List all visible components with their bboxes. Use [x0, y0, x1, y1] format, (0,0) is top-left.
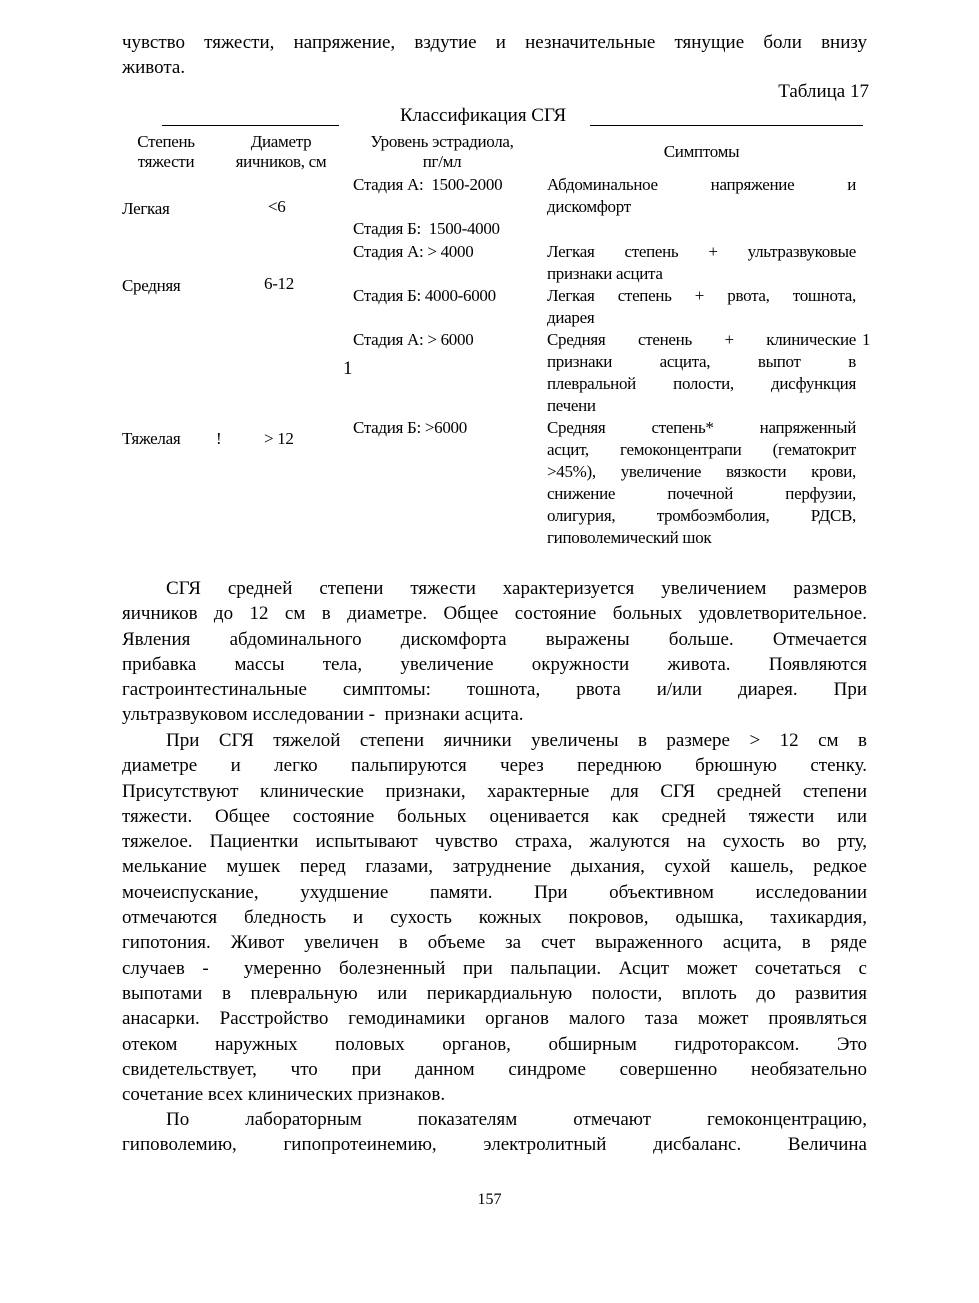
header-estradiol [352, 132, 532, 172]
title-rule-left [162, 125, 339, 126]
paragraph-lab-findings [122, 1107, 867, 1158]
text-line: отмечаются бледность и сухость кожных покровов, одышка, тахикардия, [122, 907, 867, 929]
text-line: выпотами в плевральную или перикардиальную полости, вплоть до развития [122, 982, 867, 1004]
row-mild-stage-b: Стадия Б: 1500-4000 [353, 219, 500, 238]
paragraph-severe-ohss [122, 728, 867, 1107]
row-severe-symptoms-a [547, 329, 856, 417]
text-line-content: СГЯ средней степени тяжести характеризуется увеличением размеров [166, 578, 867, 599]
text-line: сочетание всех клинических признаков. [122, 1084, 446, 1106]
text-line: яичников до 12 см в диаметре. Общее состояние больных удовлетворительное. [122, 603, 867, 625]
row-severe-diameter: > 12 [264, 429, 294, 448]
text-line: гастроинтестинальные симптомы: тошнота, рвота и/или диарея. При [122, 679, 867, 701]
symptom-line: Абдоминальное напряжение и [547, 175, 856, 194]
symptom-line: признаки асцита, выпот в [547, 352, 856, 371]
text-line-content: По лабораторным показателям отмечают гемоконцентрацию, [166, 1109, 867, 1130]
symptom-line: асцит, гемоконцентрапи (гематокрит [547, 440, 856, 459]
symptom-line: гиповолемический шок [547, 528, 712, 547]
symptom-line: дискомфорт [547, 197, 631, 216]
text-line: тяжести. Общее состояние больных оценивается как средней тяжести или [122, 805, 867, 827]
text-line: прибавка массы тела, увеличение окружности живота. Появляются [122, 653, 867, 675]
row-moderate-symptoms-b [547, 285, 856, 329]
row-severe-severity: Тяжелая [122, 429, 181, 448]
text-line: диаметре и легко пальпируются через переднюю брюшную стенку. [122, 755, 867, 777]
row-severe-stage-a: Стадия А: > 6000 [353, 330, 474, 349]
row-moderate-severity: Средняя [122, 276, 181, 295]
text-line: гипотония. Живот увеличен в объеме за счет выраженного асцита, в ряде [122, 932, 867, 954]
text-line: свидетельствует, что при данном синдроме совершенно необязательно [122, 1058, 867, 1080]
page-number: 157 [477, 1191, 502, 1208]
row-severe-marker: ! [216, 429, 222, 448]
text-line: чувство тяжести, напряжение, вздутие и незначительные тянущие боли внизу [122, 32, 867, 53]
text-line: мелькание мушек перед глазами, затруднение дыхания, сухой кашель, редкое [122, 856, 867, 878]
symptom-line: Средняя степень* напряженный [547, 418, 856, 437]
row-severe-margin-mark: 1 [862, 330, 871, 349]
row-mild-stage-a: Стадия А: 1500-2000 [353, 175, 503, 194]
symptom-line: Легкая степень + рвота, тошнота, [547, 286, 856, 305]
row-mild-severity: Легкая [122, 199, 170, 218]
symptom-line: печени [547, 396, 596, 415]
table-number: Таблица 17 [778, 81, 869, 102]
text-line: случаев - умеренно болезненный при пальпации. Асцит может сочетаться с [122, 957, 867, 979]
header-line: Степень [137, 132, 195, 151]
text-line: анасарки. Расстройство гемодинамики органов малого таза может проявляться [122, 1008, 867, 1030]
header-line: Уровень эстрадиола, [370, 132, 514, 151]
row-moderate-diameter: 6-12 [264, 274, 294, 293]
text-line: Присутствуют клинические признаки, характерные для СГЯ средней степени [122, 780, 867, 802]
symptom-line: плевральной полости, дисфункция [547, 374, 856, 393]
text-line: мочеиспускание, ухудшение памяти. При объективном исследовании [122, 881, 867, 903]
text-line [122, 576, 867, 601]
row-severe-symptoms-b [547, 417, 856, 549]
row-mild-symptoms [547, 174, 856, 218]
text-line: Явления абдоминального дискомфорта выражены больше. Отмечается [122, 628, 867, 650]
title-rule-right [590, 125, 863, 126]
header-severity [120, 132, 212, 172]
header-line: тяжести [137, 152, 195, 171]
symptom-line: диарея [547, 308, 595, 327]
symptom-line: Легкая степень + ультразвуковые [547, 242, 856, 261]
symptom-line: признаки асцита [547, 264, 663, 283]
symptom-line: олигурия, тромбоэмболия, РДСВ, [547, 506, 856, 525]
paragraph-moderate-ohss [122, 576, 867, 728]
header-diameter [222, 132, 340, 172]
header-line: яичников, см [235, 152, 327, 171]
text-line: живота. [122, 57, 186, 79]
row-severe-stage-b: Стадия Б: >6000 [353, 418, 467, 437]
intro-paragraph [122, 30, 867, 81]
table-title: Классификация СГЯ [400, 105, 567, 126]
symptom-line: Средняя стенень + клинические [547, 330, 856, 349]
row-mild-diameter: <6 [268, 197, 286, 216]
text-line: ультразвуковом исследовании - признаки асцита. [122, 704, 524, 726]
text-line [122, 728, 867, 753]
row-severe-stray-mark: 1 [343, 358, 353, 379]
text-line-content: При СГЯ тяжелой степени яичники увеличены в размере > 12 см в [166, 730, 867, 751]
row-moderate-stage-a: Стадия А: > 4000 [353, 242, 474, 261]
symptom-line: >45%), увеличение вязкости крови, [547, 462, 856, 481]
text-line: отеком наружных половых органов, обширным гидротораксом. Это [122, 1033, 867, 1055]
symptom-line: снижение почечной перфузии, [547, 484, 856, 503]
row-moderate-stage-b: Стадия Б: 4000-6000 [353, 286, 496, 305]
text-line: гиповолемию, гипопротеинемию, электролитный дисбаланс. Величина [122, 1134, 867, 1156]
header-line: Диаметр [250, 132, 312, 151]
header-line: пг/мл [422, 152, 462, 171]
text-line: тяжелое. Пациентки испытывают чувство страха, жалуются на сухость во рту, [122, 831, 867, 853]
row-moderate-symptoms-a [547, 241, 856, 285]
header-symptoms: Симптомы [663, 142, 740, 161]
text-line [122, 1107, 867, 1132]
